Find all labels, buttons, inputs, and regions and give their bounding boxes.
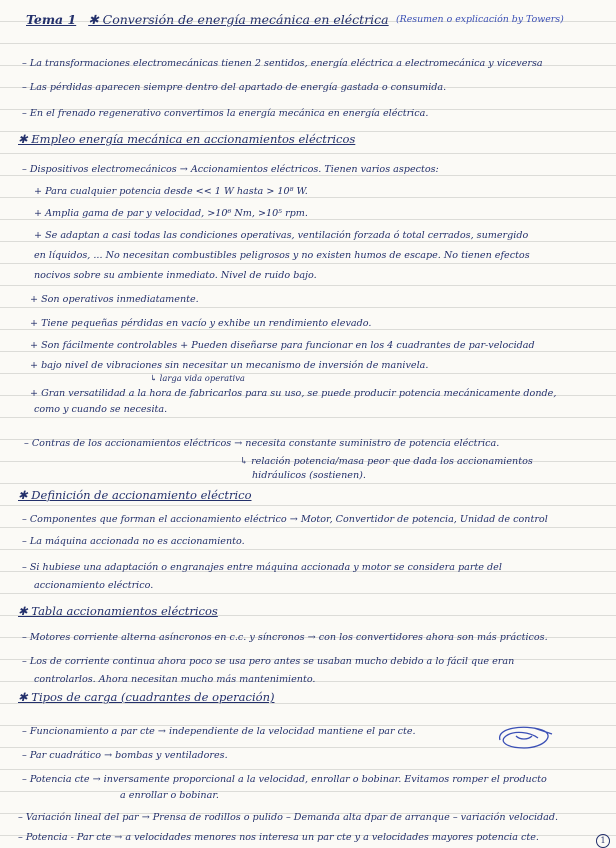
note-line: controlarlos. Ahora necesitan mucho más mantenimiento. <box>34 674 316 685</box>
note-line: como y cuando se necesita. <box>34 404 168 415</box>
signature-icon <box>494 722 560 752</box>
note-line: + Son operativos inmediatamente. <box>30 294 199 305</box>
note-line: – Funcionamiento a par cte → independiente de la velocidad mantiene el par cte. <box>22 726 416 737</box>
page-title: ✱ Conversión de energía mecánica en eléctrica <box>88 12 389 27</box>
note-line: + Son fácilmente controlables + Pueden diseñarse para funcionar en los 4 cuadrantes de par-velocidad <box>30 340 535 351</box>
note-line: – Motores corriente alterna asíncronos en c.c. y síncronos → con los convertidores ahora son más prácticos. <box>22 632 548 643</box>
note-line: + Gran versatilidad a la hora de fabricarlos para su uso, se puede producir potencia mecánicamente donde, <box>30 388 557 399</box>
section-heading: ✱ Tipos de carga (cuadrantes de operación) <box>18 690 275 704</box>
note-line: + Para cualquier potencia desde << 1 W hasta > 10⁸ W. <box>34 186 308 197</box>
topic-number: Tema 1 <box>26 12 77 27</box>
note-line: en líquidos, ... No necesitan combustibles peligrosos y no existen humos de escape. No tienen efectos <box>34 250 530 261</box>
note-line: + Amplia gama de par y velocidad, >10⁶ Nm, >10⁵ rpm. <box>34 208 308 219</box>
page-header <box>26 12 389 27</box>
note-line: – Potencia - Par cte → a velocidades menores nos interesa un par cte y a velocidades mayores potencia cte. <box>18 832 539 843</box>
note-line: – Dispositivos electromecánicos → Accionamientos eléctricos. Tienen varios aspectos: <box>22 164 439 175</box>
note-line: – Componentes que forman el accionamiento eléctrico → Motor, Convertidor de potencia, Unidad de control <box>22 514 548 525</box>
note-line: – Si hubiese una adaptación o engranajes entre máquina accionada y motor se considera parte del <box>22 562 502 573</box>
section-heading: ✱ Definición de accionamiento eléctrico <box>18 488 252 502</box>
note-line: nocivos sobre su ambiente inmediato. Nivel de ruido bajo. <box>34 270 317 281</box>
note-line: – La máquina accionada no es accionamiento. <box>22 536 245 547</box>
note-line: – En el frenado regenerativo convertimos la energía mecánica en energía eléctrica. <box>22 108 429 119</box>
note-line: hidráulicos (sostienen). <box>252 470 366 481</box>
note-line: + bajo nivel de vibraciones sin necesitar un mecanismo de inversión de manivela. <box>30 360 429 371</box>
note-line: accionamiento eléctrico. <box>34 580 154 591</box>
page-number: 1 <box>596 834 610 848</box>
section-heading: ✱ Empleo energía mecánica en accionamientos eléctricos <box>18 132 356 146</box>
section-heading: ✱ Tabla accionamientos eléctricos <box>18 604 218 618</box>
note-line: a enrollar o bobinar. <box>120 790 219 801</box>
note-line: ↳ larga vida operativa <box>150 373 245 383</box>
note-line: ↳ relación potencia/masa peor que dada los accionamientos <box>240 456 533 467</box>
note-line: + Se adaptan a casi todas las condiciones operativas, ventilación forzada ó total cerrados, sumergido <box>34 230 529 241</box>
note-line: – La transformaciones electromecánicas tienen 2 sentidos, energía eléctrica a electromecánica y viceversa <box>22 58 543 69</box>
note-line: – Variación lineal del par → Prensa de rodillos o pulido – Demanda alta dpar de arranque – variación velocidad. <box>18 812 559 823</box>
author-note: (Resumen o explicación by Towers) <box>396 14 564 25</box>
note-line: – Contras de los accionamientos eléctricos → necesita constante suministro de potencia eléctrica. <box>24 438 500 449</box>
note-line: – Las pérdidas aparecen siempre dentro del apartado de energía gastada o consumida. <box>22 82 447 93</box>
note-line: – Los de corriente continua ahora poco se usa pero antes se usaban mucho debido a lo fácil que eran <box>22 656 515 667</box>
note-line: – Potencia cte → inversamente proporcional a la velocidad, enrollar o bobinar. Evitamos romper el producto <box>22 774 547 785</box>
note-line: + Tiene pequeñas pérdidas en vacío y exhibe un rendimiento elevado. <box>30 318 372 329</box>
note-line: – Par cuadrático → bombas y ventiladores. <box>22 750 228 761</box>
